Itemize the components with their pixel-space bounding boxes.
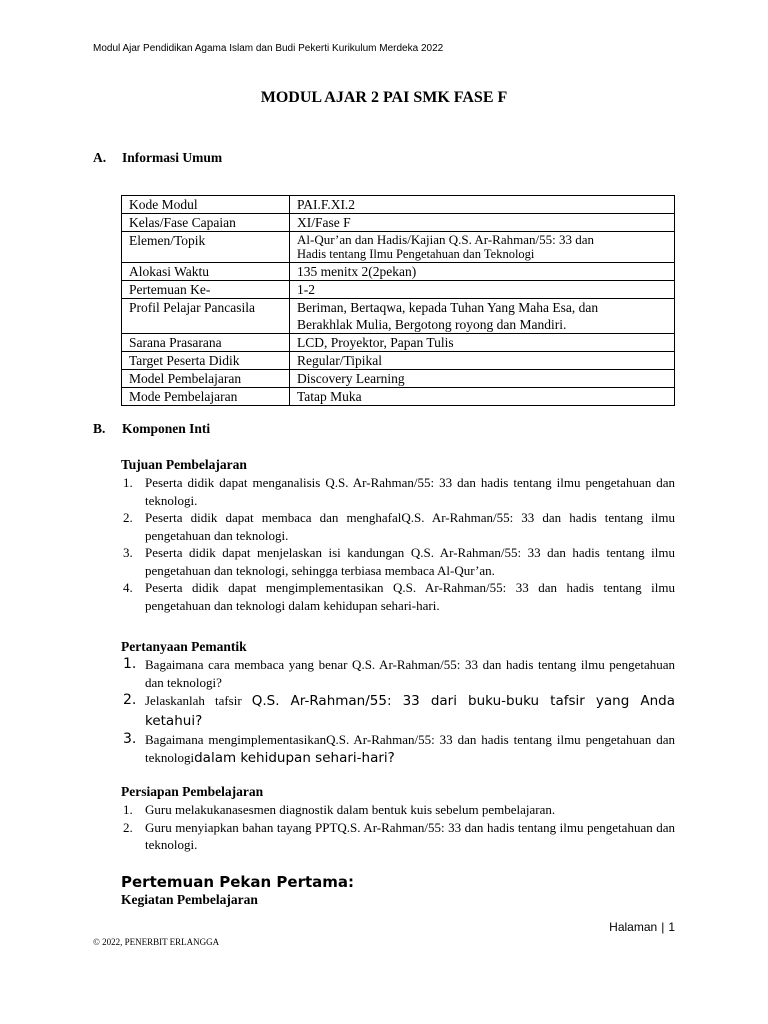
list-number: 1. [123,656,137,672]
table-value-line2: Berakhlak Mulia, Bergotong royong dan Mandiri. [297,317,567,332]
info-table [121,195,675,406]
running-header: Modul Ajar Pendidikan Agama Islam dan Budi Pekerti Kurikulum Merdeka 2022 [93,43,444,54]
footer-copyright: © 2022, PENERBIT ERLANGGA [93,937,220,947]
list-text: Peserta didik dapat menjelaskan isi kandungan Q.S. Ar-Rahman/55: 33 dan hadis tentang ilmu pengetahuan dan teknologi, sehingga terbiasa membaca Al-Qur’an. [145,545,675,578]
table-row [122,352,675,370]
list-item [121,819,675,854]
table-key: Kode Modul [122,196,290,214]
table-key: Sarana Prasarana [122,334,290,352]
list-text: Bagaimana cara membaca yang benar Q.S. Ar-Rahman/55: 33 dan hadis tentang ilmu pengetahuan dan teknologi? [145,657,675,690]
table-value: Al-Qur’an dan Hadis/Kajian Q.S. Ar-Rahman/55: 33 dan [297,232,594,247]
list-item [121,509,675,544]
table-key: Kelas/Fase Capaian [122,214,290,232]
table-key: Model Pembelajaran [122,370,290,388]
pekan-heading: Pertemuan Pekan Pertama: [121,873,355,891]
table-value: 1-2 [290,281,675,299]
list-item [121,544,675,579]
table-row [122,334,675,352]
table-value: 135 menitx 2(2pekan) [290,263,675,281]
list-text: Bagaimana mengimplementasikanQ.S. Ar-Rahman/55: 33 dan hadis tentang ilmu pengetahuan dan teknologi [145,732,675,765]
table-key: Mode Pembelajaran [122,388,290,406]
table-key: Profil Pelajar Pancasila [122,299,290,334]
list-text-sans: Q.S. Ar-Rahman/55: 33 dari buku-buku tafsir yang Anda ketahui? [145,693,675,729]
list-text-sans: dalam kehidupan sehari-hari? [194,749,395,766]
table-key: Alokasi Waktu [122,263,290,281]
table-row [122,232,675,263]
pemantik-list [121,656,675,767]
section-b-label: Komponen Inti [122,421,211,436]
table-row [122,214,675,232]
table-row [122,388,675,406]
page-number-value: 1 [668,920,675,934]
list-number: 2. [123,692,137,708]
section-a-heading [93,150,222,166]
list-text: Peserta didik dapat mengimplementasikan Q.S. Ar-Rahman/55: 33 dan hadis tentang ilmu pengetahuan dan teknologi dalam kehidupan sehari-hari. [145,580,675,613]
table-value-cell [290,232,675,263]
tujuan-heading: Tujuan Pembelajaran [121,457,247,472]
table-row [122,263,675,281]
section-a-label: Informasi Umum [122,150,223,165]
page-label: Halaman [609,920,658,934]
list-number: 2. [123,510,133,525]
table-value: Discovery Learning [290,370,675,388]
list-item [121,579,675,614]
table-key: Pertemuan Ke- [122,281,290,299]
table-row [122,299,675,334]
table-key: Target Peserta Didik [122,352,290,370]
section-a-letter: A. [93,150,107,165]
list-number: 3. [123,545,133,560]
table-value: XI/Fase F [290,214,675,232]
table-value: Tatap Muka [290,388,675,406]
table-value-line2: Hadis tentang Ilmu Pengetahuan dan Teknologi [297,247,535,261]
kegiatan-heading: Kegiatan Pembelajaran [121,892,258,907]
table-row [122,281,675,299]
table-row [122,370,675,388]
page-number [609,920,675,934]
page-separator: | [661,920,665,934]
list-item [121,474,675,509]
list-text: Guru melakukanasesmen diagnostik dalam bentuk kuis sebelum pembelajaran. [145,802,556,817]
document-title: MODUL AJAR 2 PAI SMK FASE F [260,89,508,106]
list-text: Jelaskanlah tafsir [145,693,252,708]
table-value-cell [290,299,675,334]
table-value: Beriman, Bertaqwa, kepada Tuhan Yang Maha Esa, dan [297,300,599,315]
pemantik-heading: Pertanyaan Pemantik [121,639,247,654]
list-number: 3. [123,731,137,747]
section-b-heading [93,421,210,437]
list-number: 2. [123,819,133,835]
table-key: Elemen/Topik [122,232,290,263]
list-item [121,731,675,767]
table-value: Regular/Tipikal [290,352,675,370]
table-row [122,196,675,214]
list-text: Guru menyiapkan bahan tayang PPTQ.S. Ar-Rahman/55: 33 dan hadis tentang ilmu pengetahuan dan teknologi. [145,819,675,852]
list-number: 4. [123,580,133,595]
table-value: PAI.F.XI.2 [290,196,675,214]
list-text: Peserta didik dapat membaca dan menghafalQ.S. Ar-Rahman/55: 33 dan hadis tentang ilmu pengetahuan dan teknologi. [145,510,675,543]
section-b-letter: B. [93,421,106,436]
table-value: LCD, Proyektor, Papan Tulis [290,334,675,352]
list-number: 1. [123,802,133,817]
list-item [121,691,675,731]
list-item [121,656,675,691]
tujuan-list [121,474,675,614]
list-item [121,801,675,819]
persiapan-list [121,801,675,854]
list-number: 1. [123,475,133,490]
persiapan-heading: Persiapan Pembelajaran [121,784,264,799]
list-text: Peserta didik dapat menganalisis Q.S. Ar-Rahman/55: 33 dan hadis tentang ilmu pengetahuan dan teknologi. [145,475,675,508]
